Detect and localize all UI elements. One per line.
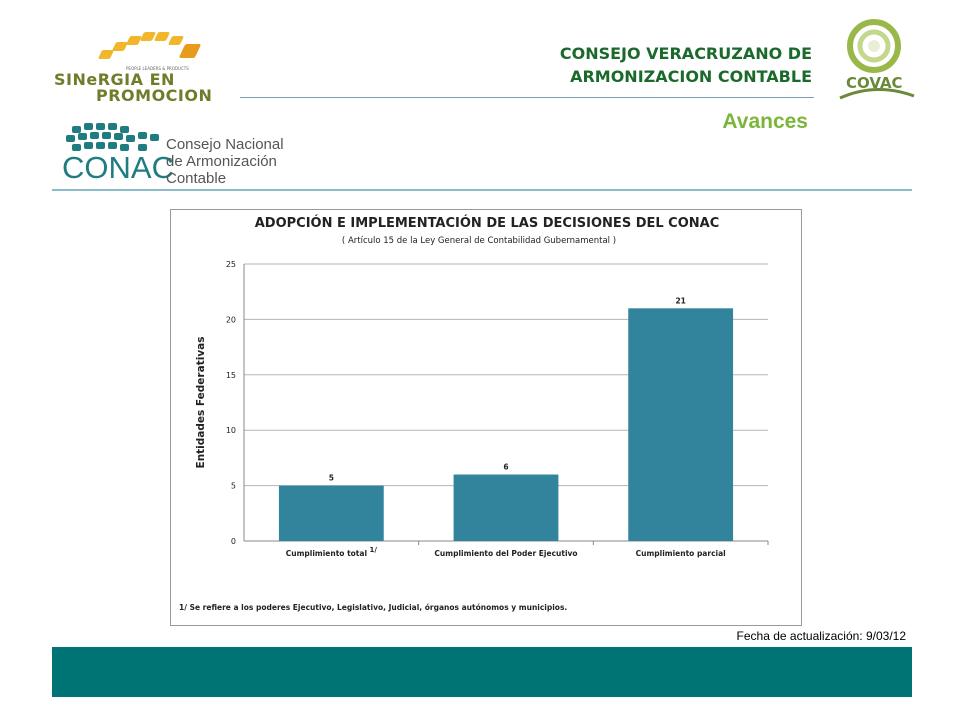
data-label: 6 <box>503 462 509 472</box>
x-tick-superscript: 1/ <box>367 546 377 554</box>
y-tick-label: 0 <box>230 537 236 546</box>
header-divider <box>240 97 814 98</box>
data-label: 5 <box>328 473 334 483</box>
page-title-line-2: ARMONIZACION CONTABLE <box>570 67 812 86</box>
chart-container <box>170 209 802 626</box>
bar <box>454 475 559 541</box>
bar-chart <box>171 210 803 627</box>
covac-logo <box>836 16 916 106</box>
x-tick-label: Cumplimiento parcial <box>635 549 726 558</box>
conac-fullname <box>166 136 284 187</box>
sinergia-wordmark: SINeRGIA EN <box>54 70 175 89</box>
page-title <box>470 42 812 88</box>
conac-fullname-line-2: de Armonización <box>166 153 277 170</box>
chart-footnote: 1/ Se refiere a los poderes Ejecutivo, Legislativo, Judicial, órganos autónomos y municipios. <box>179 603 568 612</box>
conac-fullname-line-1: Consejo Nacional <box>166 136 284 153</box>
y-tick-label: 15 <box>225 370 236 380</box>
bar <box>628 308 733 541</box>
y-tick-label: 10 <box>225 426 236 436</box>
section-divider <box>52 189 912 191</box>
page-title-line-1: CONSEJO VERACRUZANO DE <box>559 44 812 63</box>
conac-wordmark: CONAC <box>62 150 174 185</box>
conac-logo <box>58 120 298 192</box>
sinergia-logo <box>52 26 222 106</box>
x-tick-label: Cumplimiento total 1/ <box>285 546 377 558</box>
bar <box>279 486 384 541</box>
sinergia-tagline: PEOPLE LEADERS & PRODUCTS <box>126 66 189 71</box>
section-title: Avances <box>722 110 808 133</box>
x-tick-label: Cumplimiento del Poder Ejecutivo <box>434 549 578 558</box>
conac-fullname-line-3: Contable <box>166 170 227 187</box>
chart-subtitle: ( Artículo 15 de la Ley General de Contabilidad Gubernamental ) <box>341 236 617 246</box>
covac-emblem-icon <box>836 16 916 106</box>
y-tick-label: 25 <box>225 260 236 269</box>
sinergia-promocion: PROMOCION <box>96 86 213 105</box>
chart-title: ADOPCIÓN E IMPLEMENTACIÓN DE LAS DECISIONES DEL CONAC <box>254 216 720 231</box>
footer-band <box>52 647 912 697</box>
y-axis-label: Entidades Federativas <box>195 336 207 469</box>
y-tick-label: 5 <box>230 481 236 491</box>
covac-wordmark: COVAC <box>846 74 903 92</box>
update-date: Fecha de actualización: 9/03/12 <box>736 629 906 643</box>
data-label: 21 <box>675 296 686 306</box>
y-tick-label: 20 <box>225 315 236 325</box>
